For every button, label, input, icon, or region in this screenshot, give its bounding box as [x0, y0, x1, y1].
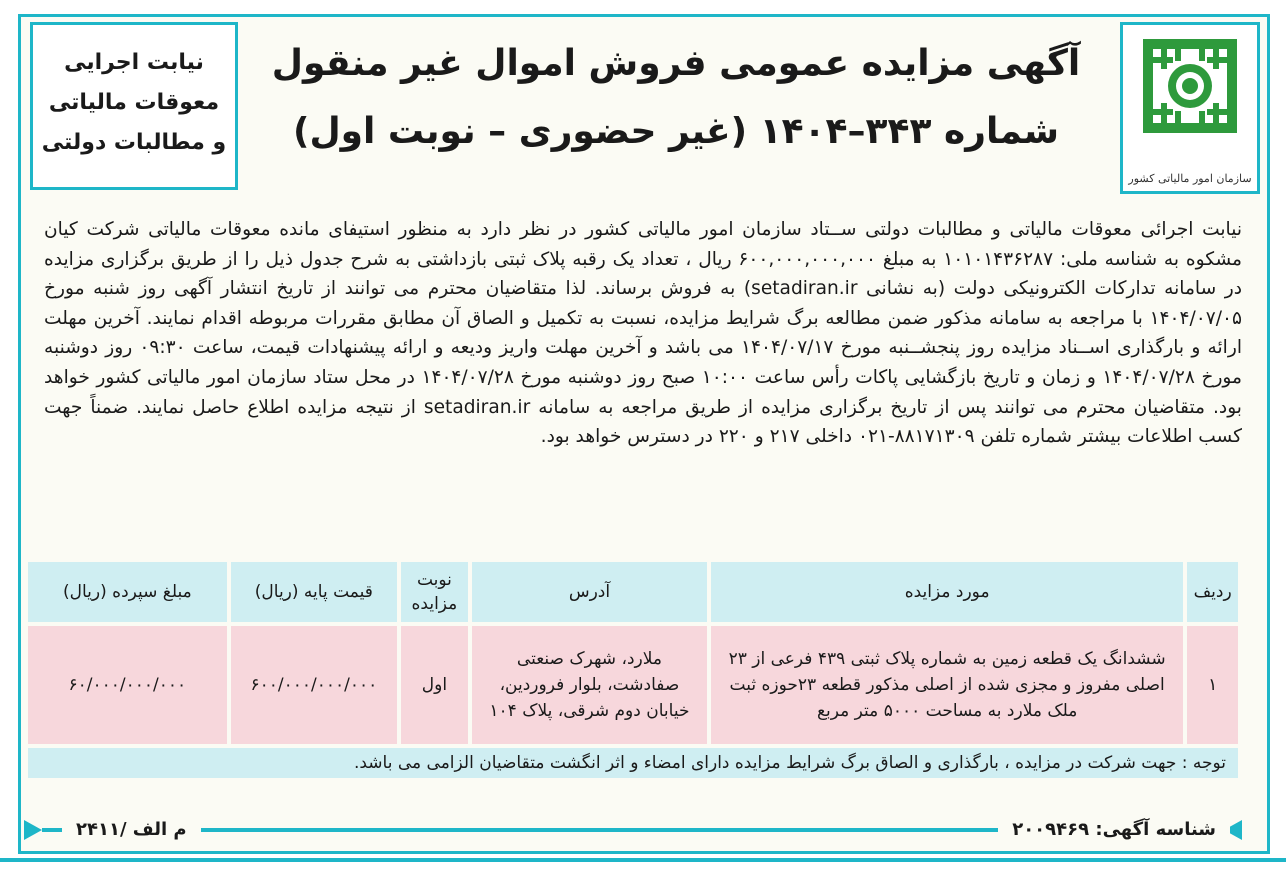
announcement-paragraph: نیابت اجرائی معوقات مالیاتی و مطالبات دولتی ســتاد سازمان امور مالیاتی کشور در نظر دارد به منظور استیفای مانده معوقات مالیاتی شرکت کیان مشکوه به شناسه ملی: ۱۰۱۰۱۴۳۶۲۸۷ به مبلغ ۶۰۰,۰۰۰,۰۰۰,۰۰۰ ریال ، تعداد یک رقبه پلاک ثبتی بازداشتی به شرح جدول ذیل را از طریق برگزاری مزایده در سامانه تدارکات الکترونیکی دولت (به نشانی setadiran.ir) به فروش برساند. لذا متقاضیان محترم می توانند از تاریخ انتشار آگهی روز شنبه مورخ ۱۴۰۴/۰۷/۰۵ با مراجعه به سامانه مذکور ضمن مطالعه برگ شرایط مزایده، نسبت به تکمیل و الصاق آن مطابق مقررات مربوطه اقدام نمایند. آخرین مهلت ارائه و بارگذاری اســناد مزایده روز پنجشــنبه مورخ ۱۴۰۴/۰۷/۱۷ می باشد و آخرین مهلت واریز ودیعه و ارائه پیشنهادات قیمت، ساعت ۰۹:۳۰ روز دوشنبه مورخ ۱۴۰۴/۰۷/۲۸ و زمان و تاریخ بازگشایی پاکات رأس ساعت ۱۰:۰۰ صبح روز دوشنبه مورخ ۱۴۰۴/۰۷/۲۸ در محل ستاد سازمان امور مالیاتی کشور خواهد بود. متقاضیان محترم می توانند پس از تاریخ برگزاری مزایده از طریق مراجعه به سامانه setadiran.ir از نتیجه مزایده اطلاع حاصل نمایند. ضمناً جهت کسب اطلاعات بیشتر شماره تلفن ۸۸۱۷۱۳۰۹-۰۲۱ داخلی ۲۱۷ و ۲۲۰ در دسترس خواهد بود.: [44, 219, 1243, 448]
office-line-1: نیابت اجرایی: [64, 50, 204, 75]
office-line-2: معوقات مالیاتی: [48, 90, 220, 115]
bottom-rule: [0, 858, 1286, 862]
header-address: آدرس: [470, 560, 709, 624]
cell-address: ملارد، شهرک صنعتی صفادشت، بلوار فروردین، خیابان دوم شرقی، پلاک ۱۰۴: [470, 624, 709, 746]
cell-round: اول: [399, 624, 470, 746]
header-row-number: ردیف: [1185, 560, 1240, 624]
table-row: [26, 624, 1240, 746]
logo-box: [1120, 22, 1260, 194]
title-line-2: شماره ۳۴۳–۱۴۰۴ (غیر حضوری – نوبت اول): [292, 111, 1060, 152]
header-base-price: قیمت پایه (ریال): [229, 560, 399, 624]
auction-table: [24, 558, 1242, 782]
cell-row-number: ۱: [1185, 624, 1240, 746]
footer-band: [24, 812, 1242, 848]
ad-id: شناسه آگهی: ۲۰۰۹۴۶۹: [998, 812, 1230, 848]
office-line-3: و مطالبات دولتی: [41, 130, 227, 155]
office-title: [33, 43, 235, 163]
office-box: [30, 22, 238, 190]
ad-reference: م الف /۲۴۱۱: [62, 812, 201, 848]
announcement-body: [44, 215, 1242, 452]
tax-organization-emblem-icon: [1139, 35, 1241, 163]
cell-item: ششدانگ یک قطعه زمین به شماره پلاک ثبتی ۴۳۹ فرعی از ۲۳ اصلی مفروز و مجزی شده از اصلی مذکور قطعه ۲۳حوزه ثبت ملک ملارد به مساحت ۵۰۰۰ متر مربع: [709, 624, 1185, 746]
header-deposit: مبلغ سپرده (ریال): [26, 560, 229, 624]
cell-base-price: ۶۰۰/۰۰۰/۰۰۰/۰۰۰: [229, 624, 399, 746]
header-round: نوبت مزایده: [399, 560, 470, 624]
table-note: توجه : جهت شرکت در مزایده ، بارگذاری و الصاق برگ شرایط مزایده دارای امضاء و اثر انگشت متقاضیان الزامی می باشد.: [26, 746, 1240, 780]
table-header-row: [26, 560, 1240, 624]
cell-deposit: ۶۰/۰۰۰/۰۰۰/۰۰۰: [26, 624, 229, 746]
table-note-row: [26, 746, 1240, 780]
title-line-1: آگهی مزایده عمومی فروش اموال غیر منقول: [271, 43, 1081, 84]
logo-caption: سازمان امور مالیاتی کشور: [1128, 172, 1252, 185]
left-arrow-icon: [24, 820, 42, 840]
top-strip: [0, 0, 1286, 14]
header-item: مورد مزایده: [709, 560, 1185, 624]
page-title: [246, 30, 1106, 166]
